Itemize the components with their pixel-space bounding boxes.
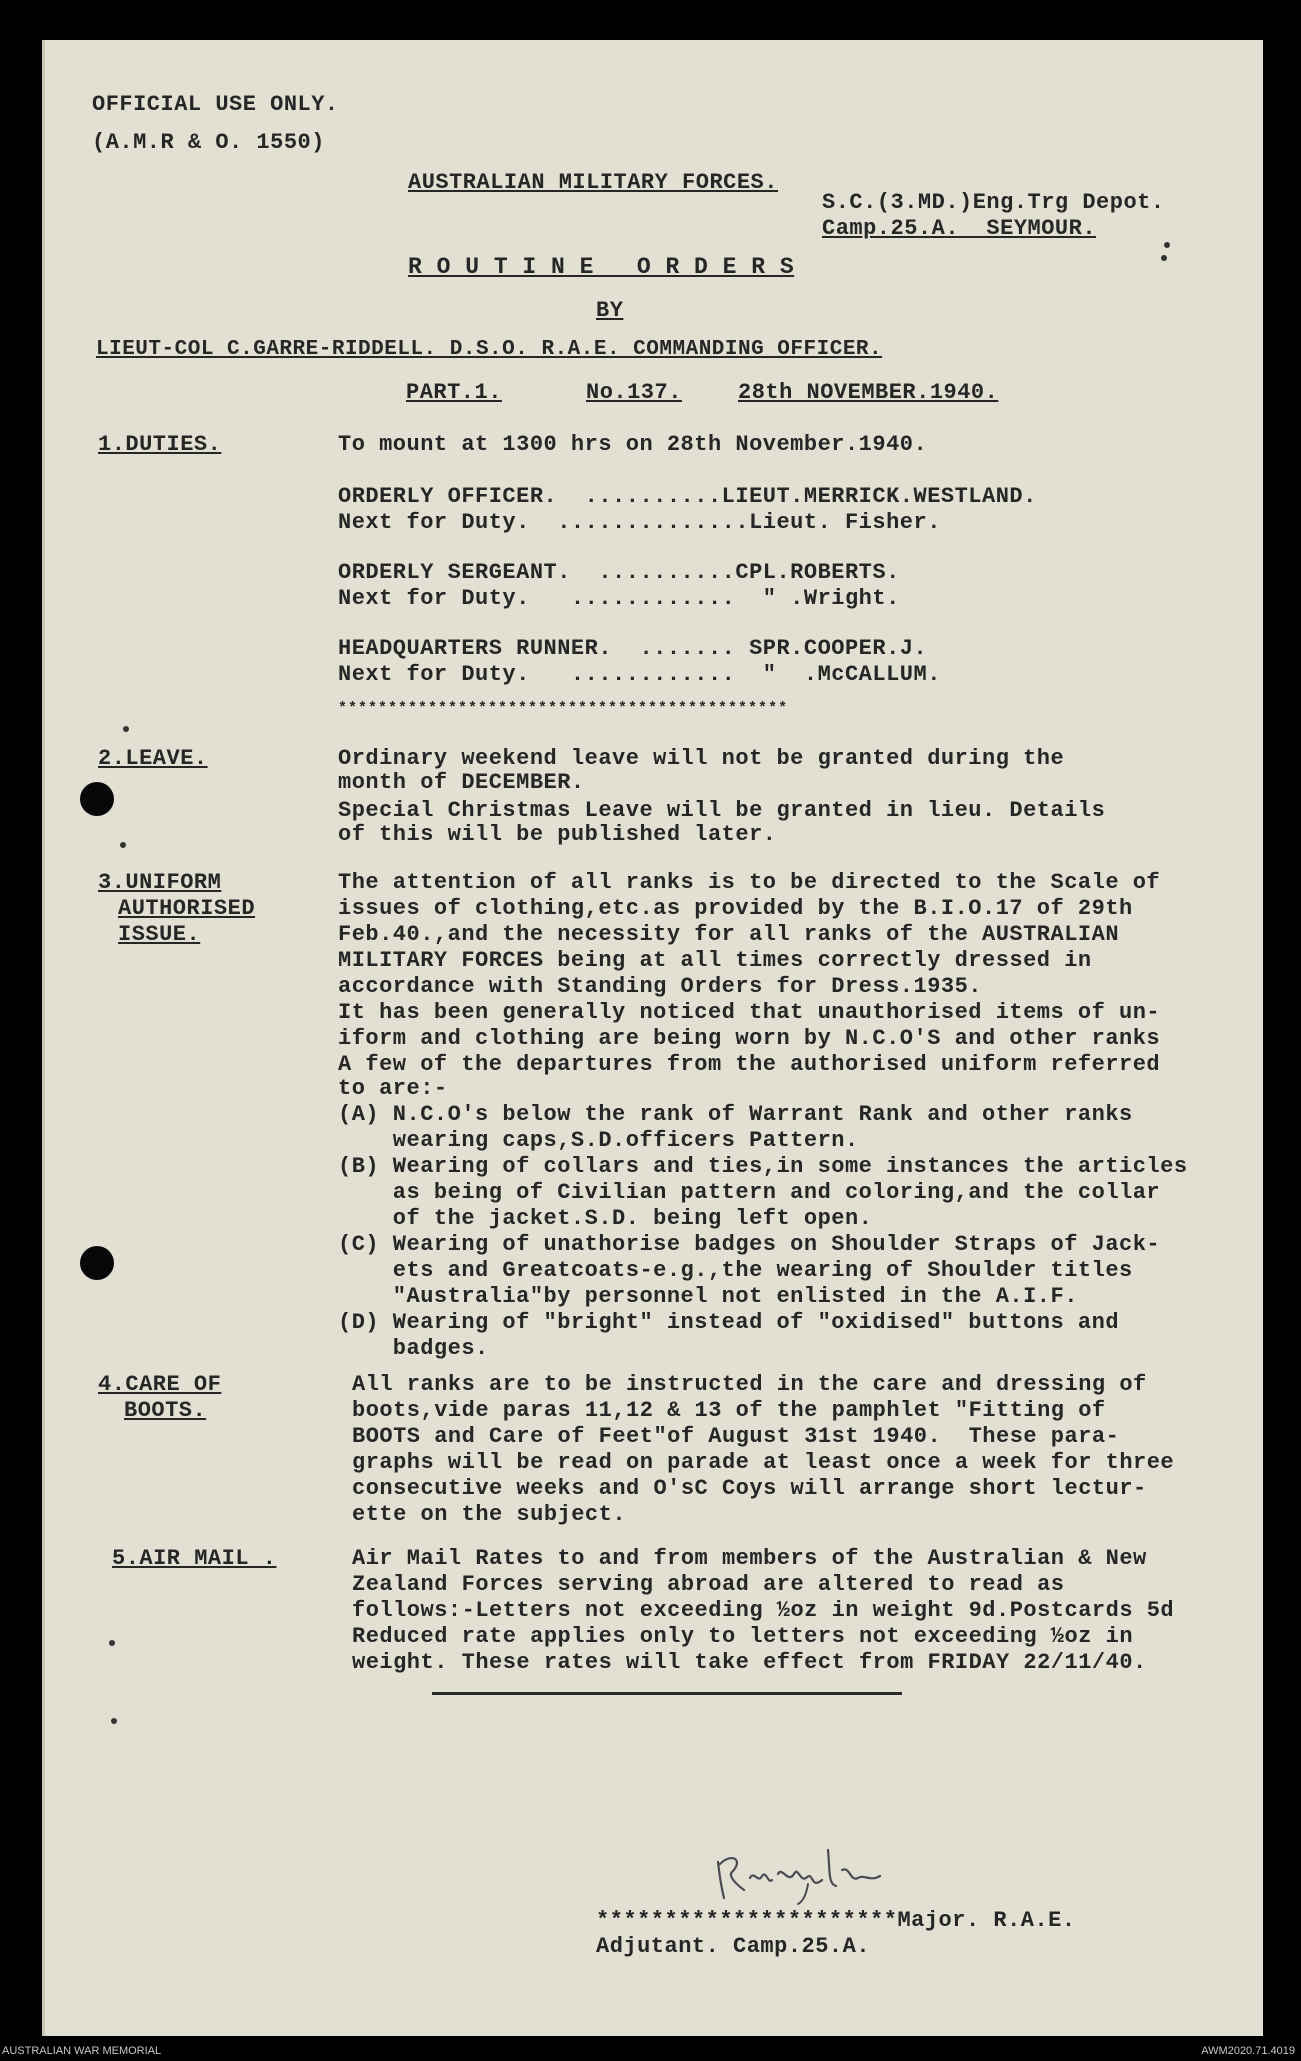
ink-spot (1164, 242, 1170, 248)
archive-reference: AWM2020.71.4019 (1201, 2045, 1295, 2057)
uniform-item-d: (D) Wearing of "bright" instead of "oxidised" buttons and (338, 1310, 1120, 1335)
boots-line: consecutive weeks and O'sC Coys will arrange short lectur- (352, 1476, 1147, 1501)
order-number: No.137. (586, 380, 682, 405)
duty-line: HEADQUARTERS RUNNER. ....... SPR.COOPER.J. (338, 636, 928, 661)
duties-heading: 1.DUTIES. (98, 432, 222, 457)
forces-heading: AUSTRALIAN MILITARY FORCES. (408, 170, 778, 195)
uniform-item-b: as being of Civilian pattern and coloring,and the collar (338, 1180, 1161, 1205)
uniform-line: accordance with Standing Orders for Dress.1935. (338, 974, 983, 999)
ink-spot (1161, 255, 1167, 261)
airmail-heading: 5.AIR MAIL . (112, 1546, 277, 1571)
uniform-heading: 3.UNIFORM (98, 870, 222, 895)
uniform-line: MILITARY FORCES being at all times correctly dressed in (338, 948, 1092, 973)
uniform-item-b: (B) Wearing of collars and ties,in some instances the articles (338, 1154, 1188, 1179)
leave-line: month of DECEMBER. (338, 770, 585, 795)
duty-line: ORDERLY OFFICER. ..........LIEUT.MERRICK.WESTLAND. (338, 484, 1037, 509)
camp-name: Camp.25.A. SEYMOUR. (822, 216, 1097, 241)
duty-line: Next for Duty. ............ " .McCALLUM. (338, 662, 941, 687)
by-label: BY (596, 298, 624, 323)
ink-spot (120, 842, 126, 848)
uniform-line: The attention of all ranks is to be directed to the Scale of (338, 870, 1161, 895)
document-title: R O U T I N E O R D E R S (408, 254, 795, 280)
duty-line: Next for Duty. ............ " .Wright. (338, 586, 900, 611)
uniform-item-c: ets and Greatcoats-e.g.,the wearing of Shoulder titles (338, 1258, 1133, 1283)
airmail-line: Zealand Forces serving abroad are altered to read as (352, 1572, 1065, 1597)
leave-heading: 2.LEAVE. (98, 746, 208, 771)
handwritten-signature (710, 1840, 920, 1910)
airmail-line: follows:-Letters not exceeding ½oz in weight 9d.Postcards 5d (352, 1598, 1175, 1623)
ink-spot (123, 726, 129, 732)
boots-line: boots,vide paras 11,12 & 13 of the pamphlet "Fitting of (352, 1398, 1106, 1423)
boots-line: graphs will be read on parade at least once a week for three (352, 1450, 1175, 1475)
uniform-line: A few of the departures from the authorised uniform referred (338, 1052, 1161, 1077)
uniform-heading: AUTHORISED (118, 896, 256, 921)
uniform-item-c: (C) Wearing of unathorise badges on Shoulder Straps of Jack- (338, 1232, 1161, 1257)
closing-rule (432, 1692, 902, 1695)
boots-line: ette on the subject. (352, 1502, 627, 1527)
leave-line: of this will be published later. (338, 822, 777, 847)
uniform-item-c: "Australia"by personnel not enlisted in the A.I.F. (338, 1284, 1078, 1309)
airmail-line: Air Mail Rates to and from members of the Australian & New (352, 1546, 1147, 1571)
uniform-line: iform and clothing are being worn by N.C.O'S and other ranks (338, 1026, 1161, 1051)
archive-credit: AUSTRALIAN WAR MEMORIAL (2, 2045, 162, 2057)
airmail-line: weight. These rates will take effect from FRIDAY 22/11/40. (352, 1650, 1147, 1675)
uniform-line: Feb.40.,and the necessity for all ranks of the AUSTRALIAN (338, 922, 1120, 947)
boots-line: All ranks are to be instructed in the care and dressing of (352, 1372, 1147, 1397)
duties-separator: ********************************************* (338, 700, 789, 717)
official-use-label: OFFICIAL USE ONLY. (92, 92, 339, 117)
commanding-officer: LIEUT-COL C.GARRE-RIDDELL. D.S.O. R.A.E. COMMANDING OFFICER. (96, 338, 883, 361)
boots-heading: 4.CARE OF (98, 1372, 222, 1397)
reference-number: (A.M.R & O. 1550) (92, 130, 325, 155)
uniform-item-a: (A) N.C.O's below the rank of Warrant Rank and other ranks (338, 1102, 1133, 1127)
ink-spot (109, 1640, 115, 1646)
uniform-line: It has been generally noticed that unauthorised items of un- (338, 1000, 1161, 1025)
duty-line: ORDERLY SERGEANT. ..........CPL.ROBERTS. (338, 560, 900, 585)
duty-line: Next for Duty. ..............Lieut. Fisher. (338, 510, 941, 535)
signature-line: **********************Major. R.A.E. (596, 1908, 1076, 1933)
uniform-line: to are:- (338, 1076, 448, 1101)
uniform-item-b: of the jacket.S.D. being left open. (338, 1206, 873, 1231)
uniform-item-d: badges. (338, 1336, 489, 1361)
leave-line: Ordinary weekend leave will not be granted during the (338, 746, 1065, 771)
uniform-line: issues of clothing,etc.as provided by the B.I.O.17 of 29th (338, 896, 1133, 921)
part-label: PART.1. (406, 380, 502, 405)
boots-heading: BOOTS. (124, 1398, 207, 1423)
uniform-heading: ISSUE. (118, 922, 201, 947)
duties-intro: To mount at 1300 hrs on 28th November.1940. (338, 432, 928, 457)
ink-spot (111, 1718, 117, 1724)
punch-hole-bottom (80, 1246, 114, 1280)
uniform-item-a: wearing caps,S.D.officers Pattern. (338, 1128, 859, 1153)
depot-name: S.C.(3.MD.)Eng.Trg Depot. (822, 190, 1165, 215)
airmail-line: Reduced rate applies only to letters not exceeding ½oz in (352, 1624, 1134, 1649)
leave-line: Special Christmas Leave will be granted in lieu. Details (338, 798, 1106, 823)
adjutant-title: Adjutant. Camp.25.A. (596, 1934, 871, 1959)
punch-hole-top (80, 782, 114, 816)
boots-line: BOOTS and Care of Feet"of August 31st 1940. These para- (352, 1424, 1120, 1449)
order-date: 28th NOVEMBER.1940. (738, 380, 999, 405)
